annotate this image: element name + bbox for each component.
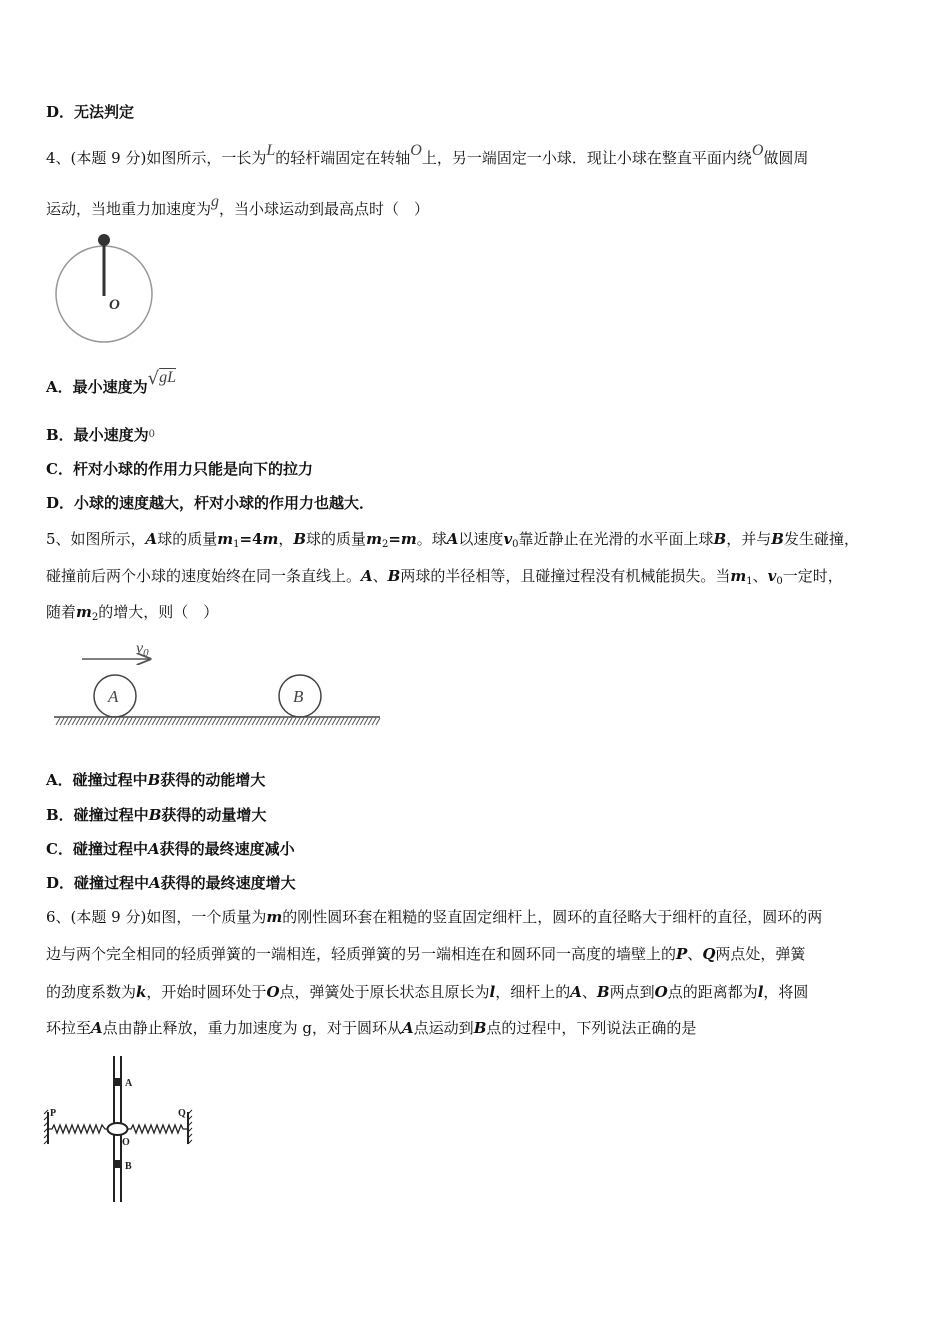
q4-ball [98,234,110,246]
q5-hatch-mark [96,718,100,725]
q5-hatch-mark [204,718,208,725]
q6-figure [42,1052,197,1212]
q5-hatch-mark [216,718,220,725]
q5-hatch-mark [252,718,256,725]
q5-hatch-mark [232,718,236,725]
q5-hatch-mark [288,718,292,725]
q3-option-d[interactable]: D．无法判定 [46,103,135,121]
q5-hatch-mark [340,718,344,725]
q6-label-a: A [125,1078,133,1089]
q5-hatch-mark [312,718,316,725]
q5-hatch-mark [280,718,284,725]
q5-hatch-mark [56,718,60,725]
q5-hatch-mark [360,718,364,725]
q5-hatch-mark [88,718,92,725]
q5-hatch-mark [136,718,140,725]
q5-hatch-mark [228,718,232,725]
q5-stem-line1: 5、如图所示，A球的质量$m_1=4m$，B球的质量$m_2=m$。球A以速度$v_0$靠近静止在光滑的水平面上球B，并与B发生碰撞， [46,530,859,550]
q4-option-b[interactable]: B．最小速度为$^0$ [46,426,155,444]
q5-hatch-mark [304,718,308,725]
q5-hatch-mark [320,718,324,725]
q5-label-b: B [293,687,304,706]
q5-hatch-mark [284,718,288,725]
q5-hatch-mark [292,718,296,725]
q4-figure [50,230,160,348]
q4-stem-line1: 4、(本题 9 分)如图所示，一长为L的轻杆端固定在转轴O上，另一端固定一小球．现让小球在整直平面内绕O做圆周 [46,142,809,167]
q5-label-a: A [108,687,119,706]
q5-hatch-mark [324,718,328,725]
q5-hatch-mark [168,718,172,725]
q5-hatch-mark [240,718,244,725]
q5-hatch-mark [220,718,224,725]
q5-hatch-mark [64,718,68,725]
q6-ring [108,1123,128,1135]
q5-hatch-mark [120,718,124,725]
q5-hatch-mark [192,718,196,725]
q6-label-o: O [122,1137,130,1148]
q6-spring-right [128,1125,188,1133]
q5-hatch-mark [272,718,276,725]
q4-option-d[interactable]: D．小球的速度越大，杆对小球的作用力也越大． [46,494,375,512]
q5-hatch-mark [336,718,340,725]
q5-hatch-mark [188,718,192,725]
q5-hatch-mark [308,718,312,725]
q5-hatch-mark [80,718,84,725]
q5-hatch-mark [60,718,64,725]
q5-hatch-mark [256,718,260,725]
q5-hatch-mark [316,718,320,725]
q5-hatch-mark [268,718,272,725]
q5-hatch-mark [140,718,144,725]
q5-hatch-mark [72,718,76,725]
q5-hatch-mark [264,718,268,725]
q5-label-v0: v0 [136,640,149,659]
q5-hatch-mark [260,718,264,725]
q5-hatch-mark [124,718,128,725]
q6-label-q: Q [178,1108,186,1119]
q6-stem-line1: 6、(本题 9 分)如图，一个质量为m的刚性圆环套在粗糙的竖直固定细杆上，圆环的直径略大于细杆的直径，圆环的两 [46,908,823,926]
q6-mark-b [114,1160,121,1168]
q5-hatch-mark [68,718,72,725]
q5-hatch-mark [104,718,108,725]
q5-figure [50,635,385,735]
q5-hatch-mark [172,718,176,725]
q6-stem-line3: 的劲度系数为k，开始时圆环处于O点，弹簧处于原长状态且原长为l，细杆上的A、B两点到O点的距离都为l，将圆 [46,983,809,1001]
q6-label-b: B [125,1161,132,1172]
q5-hatch-mark [344,718,348,725]
q5-hatch-mark [108,718,112,725]
q5-stem-line2: 碰撞前后两个小球的速度始终在同一条直线上。A、B两球的半径相等，且碰撞过程没有机械能损失。当$m_1$、$v_0$一定时， [46,567,843,587]
q5-hatch-mark [196,718,200,725]
q4-option-c[interactable]: C．杆对小球的作用力只能是向下的拉力 [46,460,313,478]
q5-hatch-mark [112,718,116,725]
q5-hatch-mark [200,718,204,725]
q5-hatch-mark [364,718,368,725]
q5-hatch-mark [236,718,240,725]
q5-hatch-mark [116,718,120,725]
q5-hatch-mark [144,718,148,725]
q6-label-p: P [50,1108,57,1119]
q5-hatch-mark [152,718,156,725]
q5-hatch-mark [244,718,248,725]
q5-hatch-mark [332,718,336,725]
q5-hatch-mark [76,718,80,725]
q5-hatch-mark [128,718,132,725]
q5-hatch-mark [356,718,360,725]
q5-hatch-mark [368,718,372,725]
q5-hatch-mark [208,718,212,725]
q5-hatch-mark [164,718,168,725]
q6-spring-left [48,1125,108,1133]
q5-hatch-mark [224,718,228,725]
q5-ground-hatch [56,718,380,725]
q5-hatch-mark [212,718,216,725]
q5-hatch-mark [300,718,304,725]
q5-option-a[interactable]: A．碰撞过程中B获得的动能增大 [46,771,266,789]
q5-hatch-mark [184,718,188,725]
q6-stem-line2: 边与两个完全相同的轻质弹簧的一端相连，轻质弹簧的另一端相连在和圆环同一高度的墙壁上的P、Q两点处，弹簧 [46,945,806,963]
q5-hatch-mark [176,718,180,725]
q5-hatch-mark [180,718,184,725]
q5-hatch-mark [328,718,332,725]
q5-hatch-mark [248,718,252,725]
q5-hatch-mark [296,718,300,725]
q5-hatch-mark [132,718,136,725]
q5-hatch-mark [156,718,160,725]
q5-option-c[interactable]: C．碰撞过程中A获得的最终速度减小 [46,840,295,858]
q5-stem-line3: 随着$m_2$的增大，则（ ） [46,603,219,623]
q4-label-o: O [109,297,120,313]
q5-hatch-mark [100,718,104,725]
q5-hatch-mark [276,718,280,725]
q6-mark-a [114,1078,121,1086]
q5-hatch-mark [348,718,352,725]
q5-hatch-mark [148,718,152,725]
q4-stem-line2: 运动，当地重力加速度为g，当小球运动到最高点时（ ） [46,193,430,218]
q5-hatch-mark [160,718,164,725]
q5-option-b[interactable]: B．碰撞过程中B获得的动量增大 [46,806,267,824]
q5-hatch-mark [372,718,376,725]
q5-hatch-mark [376,718,380,725]
q5-hatch-mark [84,718,88,725]
q5-hatch-mark [92,718,96,725]
q5-hatch-mark [352,718,356,725]
q4-option-a[interactable]: A．最小速度为√gL [46,368,177,396]
q5-option-d[interactable]: D．碰撞过程中A获得的最终速度增大 [46,874,296,892]
q6-stem-line4: 环拉至A点由静止释放，重力加速度为 g，对于圆环从A点运动到B点的过程中，下列说法正确的是 [46,1019,697,1037]
